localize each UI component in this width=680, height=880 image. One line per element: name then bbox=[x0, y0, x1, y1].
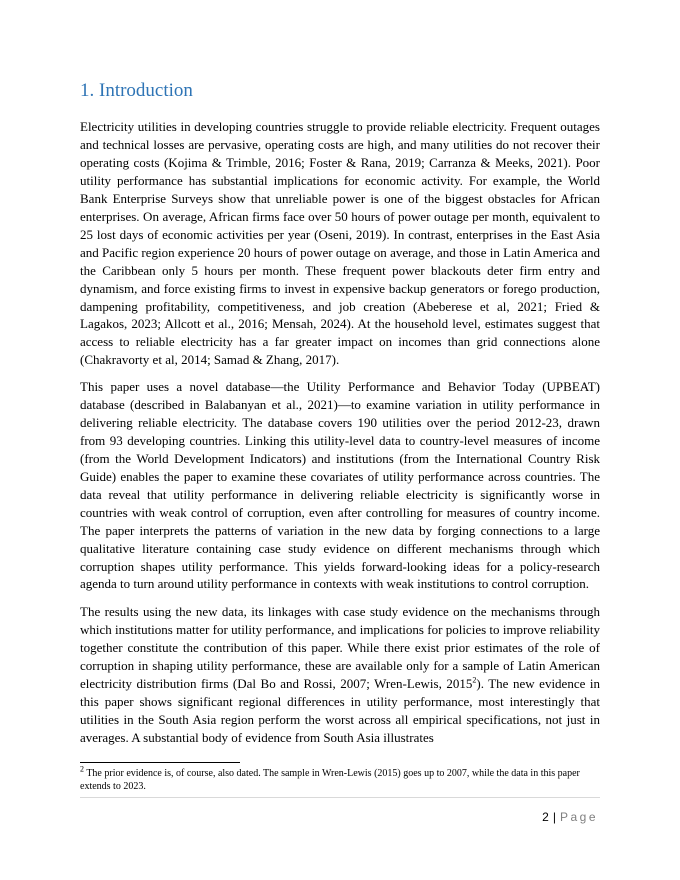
paragraph-3-text-b: ). The new evidence in this paper shows significant regional differences in utility performance, most interestingly that utilities in the South Asia region perform the worst across all empirical specifications, not just in averages. A substantial body of evidence from South Asia illustrates bbox=[80, 675, 600, 745]
section-heading bbox=[80, 80, 193, 102]
page-footer bbox=[542, 810, 598, 824]
paragraph-3 bbox=[80, 603, 600, 747]
section-title: Introduction bbox=[99, 80, 193, 101]
section-number: 1. bbox=[80, 80, 95, 101]
footer-divider bbox=[80, 797, 600, 798]
footnote-marker: 2 bbox=[80, 764, 84, 774]
footnote-text: The prior evidence is, of course, also dated. The sample in Wren-Lewis (2015) goes up to 2007, while the data in this paper extends to 2023. bbox=[80, 768, 580, 792]
page-label: Page bbox=[559, 810, 598, 824]
paragraph-3-text-a: The results using the new data, its linkages with case study evidence on the mechanisms through which institutions matter for utility performance, and implications for policies to improve reliability together constitute the contribution of this paper. While there exist prior estimates of the role of corruption in shaping utility performance, these are available only for a sample of Latin American electricity distribution firms (Dal Bo and Rossi, 2007; Wren-Lewis, 2015 bbox=[80, 604, 600, 691]
page-separator: | bbox=[552, 810, 556, 824]
footnote-separator bbox=[80, 762, 240, 763]
page-number: 2 bbox=[542, 810, 549, 824]
paragraph-2: This paper uses a novel database—the Utility Performance and Behavior Today (UPBEAT) database (described in Balabanyan et al., 2021)—to examine variation in utility performance in delivering reliable electricity. The database covers 190 utilities over the period 2012-23, drawn from 93 developing countries. Linking this utility-level data to country-level measures of income (from the World Development Indicators) and institutions (from the International Country Risk Guide) enables the paper to examine these covariates of utility performance across countries. The data reveal that utility performance in delivering reliable electricity is significantly worse in countries with weak control of corruption, even after controlling for measures of country income. The paper interprets the patterns of variation in the new data by forging connections to a large qualitative literature containing case study evidence on different mechanisms through which corruption shapes utility performance. This yields forward-looking ideas for a policy-research agenda to turn around utility performance in contexts with weak institutions to control corruption. bbox=[80, 379, 600, 592]
footnote-reference[interactable]: 2 bbox=[472, 675, 477, 685]
footnote bbox=[80, 764, 600, 793]
paragraph-1: Electricity utilities in developing countries struggle to provide reliable electricity. Frequent outages and technical losses are pervasive, operating costs are high, and many utilities do not recover their operating costs (Kojima & Trimble, 2016; Foster & Rana, 2019; Carranza & Meeks, 2021). Poor utility performance has substantial implications for economic activity. For example, the World Bank Enterprise Surveys show that unreliable power is one of the biggest obstacles for African enterprises. On average, African firms face over 50 hours of power outage per month, equivalent to 25 lost days of economic activities per year (Oseni, 2019). In contrast, enterprises in the East Asia and Pacific region experience 20 hours of power outage on average, and those in Latin America and the Caribbean only 5 hours per month. These frequent power blackouts deter firm entry and dynamism, and force existing firms to invest in expensive backup generators or forego production, dampening profitability, competitiveness, and job creation (Abeberese et al, 2021; Fried & Lagakos, 2023; Allcott et al., 2016; Mensah, 2024). At the household level, estimates suggest that access to reliable electricity has a far greater impact on incomes than grid connections alone (Chakravorty et al, 2014; Samad & Zhang, 2017). bbox=[80, 119, 600, 368]
